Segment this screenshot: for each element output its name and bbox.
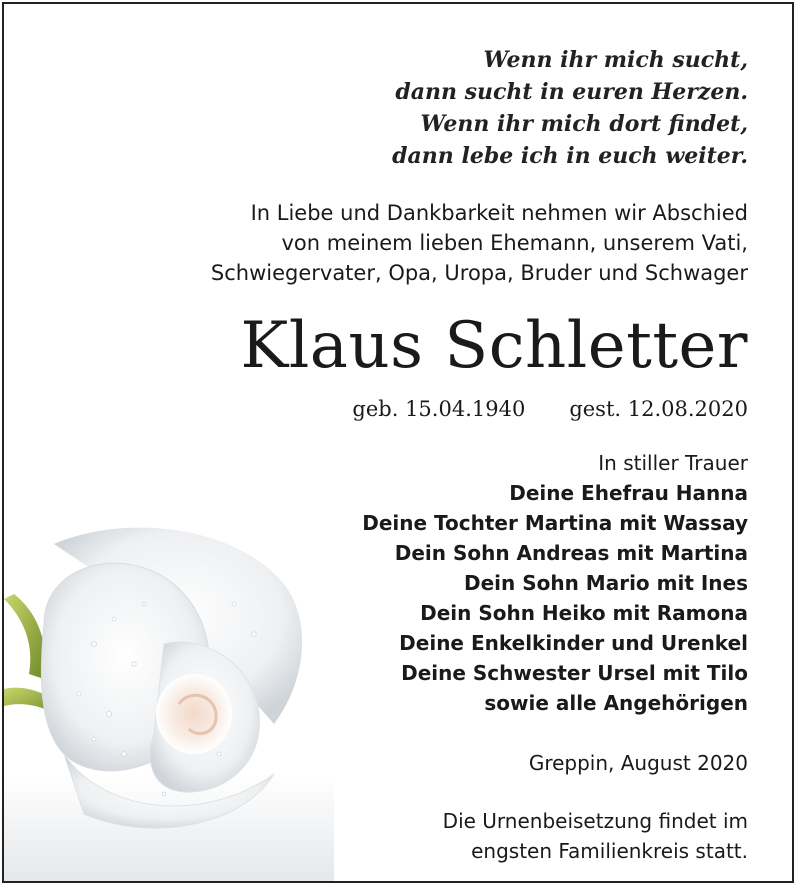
obituary-text: [108, 44, 748, 866]
mourner: sowie alle Angehörigen: [484, 691, 748, 715]
mourners-list: [108, 448, 748, 718]
intro-line: Schwiegervater, Opa, Uropa, Bruder und Schwager: [210, 261, 748, 285]
deceased-name: Klaus Schletter: [240, 309, 748, 383]
poem-line: dann lebe ich in euch weiter.: [392, 143, 748, 169]
mourner: Dein Sohn Heiko mit Ramona: [420, 601, 748, 625]
intro-line: In Liebe und Dankbarkeit nehmen wir Abschied: [250, 201, 748, 225]
mourner: Deine Schwester Ursel mit Tilo: [401, 661, 748, 685]
mourner: Dein Sohn Andreas mit Martina: [394, 541, 748, 565]
poem-line: Wenn ihr mich sucht,: [483, 47, 748, 73]
note-line: engsten Familienkreis statt.: [471, 839, 748, 863]
intro-line: von meinem lieben Ehemann, unserem Vati,: [281, 231, 748, 255]
mourner: Deine Ehefrau Hanna: [509, 481, 748, 505]
place-date: Greppin, August 2020: [528, 751, 748, 775]
mourner: Deine Enkelkinder und Urenkel: [399, 631, 748, 655]
poem-line: Wenn ihr mich dort findet,: [420, 111, 748, 137]
life-dates: [108, 394, 748, 424]
birth-date: geb. 15.04.1940: [352, 397, 526, 421]
mourner: Dein Sohn Mario mit Ines: [464, 571, 748, 595]
burial-note: [108, 806, 748, 866]
mourner: Deine Tochter Martina mit Wassay: [362, 511, 748, 535]
poem: [108, 44, 748, 172]
death-date: gest. 12.08.2020: [569, 397, 748, 421]
farewell-intro: [108, 198, 748, 288]
note-line: Die Urnenbeisetzung findet im: [442, 809, 748, 833]
obituary-card: [2, 2, 794, 883]
poem-line: dann sucht in euren Herzen.: [395, 79, 748, 105]
mourning-heading: In stiller Trauer: [598, 451, 748, 475]
